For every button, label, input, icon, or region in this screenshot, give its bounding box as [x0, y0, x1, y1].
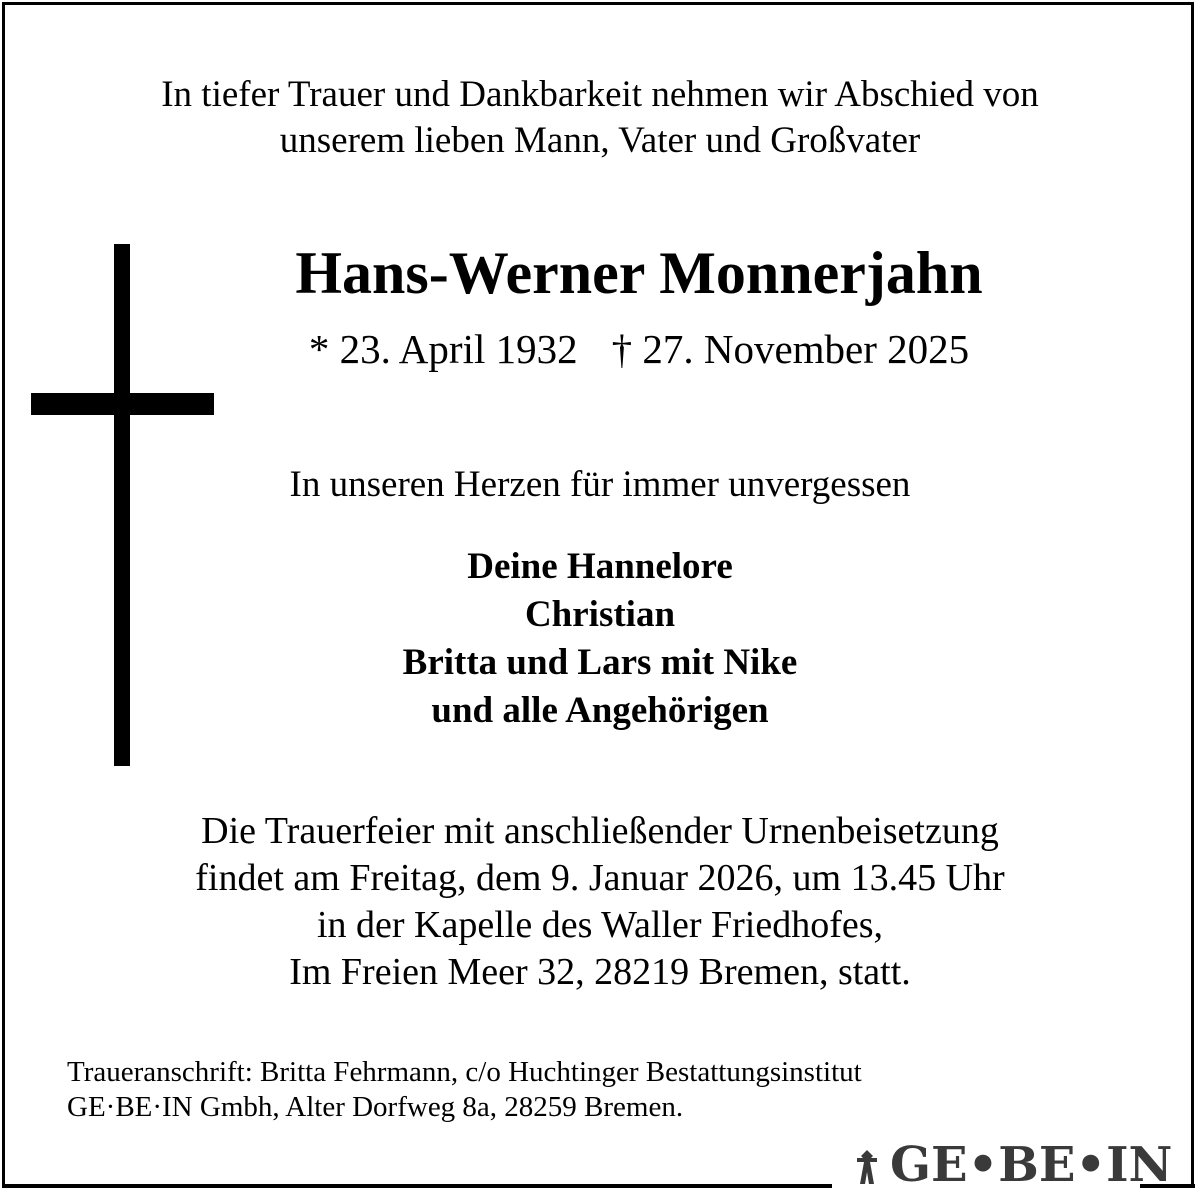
service-line: findet am Freitag, dem 9. Januar 2026, um 13.45 Uhr: [195, 857, 1005, 899]
gebein-logo: [832, 1137, 1173, 1193]
cross-icon-horizontal: [31, 393, 214, 415]
address-line: Traueranschrift: Britta Fehrmann, c/o Huchtinger Bestattungsinstitut: [67, 1056, 862, 1088]
service-details: [0, 808, 1200, 996]
family-line: Britta und Lars mit Nike: [402, 642, 798, 683]
family-line: Deine Hannelore: [467, 546, 733, 587]
service-line: Im Freien Meer 32, 28219 Bremen, statt.: [289, 951, 911, 993]
bottom-rule-left: [2, 1184, 832, 1188]
logo-text: GE•BE•IN: [890, 1137, 1173, 1193]
intro-line-1: In tiefer Trauer und Dankbarkeit nehmen wir Abschied von: [161, 74, 1039, 115]
family-signatures: [0, 543, 1200, 735]
birth-date: * 23. April 1932: [308, 326, 578, 372]
mourning-address: [67, 1055, 862, 1125]
address-line: GE·BE·IN Gmbh, Alter Dorfweg 8a, 28259 Bremen.: [67, 1091, 684, 1123]
family-line: und alle Angehörigen: [431, 690, 769, 731]
intro-line-2: unserem lieben Mann, Vater und Großvater: [279, 120, 921, 161]
intro-text: [0, 72, 1200, 164]
death-date: † 27. November 2025: [611, 326, 970, 372]
gebein-logo-icon: [850, 1148, 884, 1186]
life-dates: [0, 322, 1200, 376]
deceased-name: Hans-Werner Monnerjahn: [295, 240, 983, 306]
service-line: in der Kapelle des Waller Friedhofes,: [316, 904, 884, 946]
family-line: Christian: [524, 594, 676, 635]
motto: In unseren Herzen für immer unvergessen: [289, 464, 911, 505]
service-line: Die Trauerfeier mit anschließender Urnenbeisetzung: [201, 810, 999, 852]
